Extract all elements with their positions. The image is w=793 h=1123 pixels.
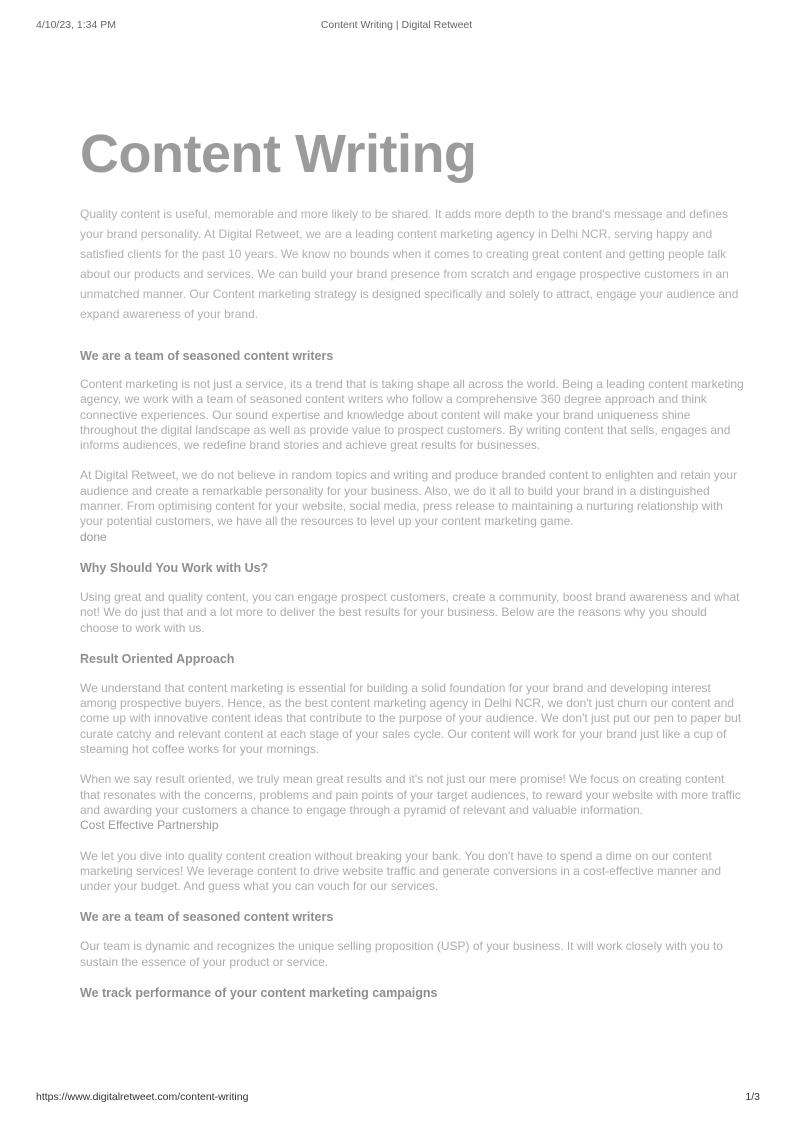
- section-paragraph: At Digital Retweet, we do not believe in random topics and writing and produce branded content to enlighten and retain your audience and create a remarkable personality for your business. Also, we do it all to build your brand in a distinguished manner. From optimising content for your website, social media, press release to maintaining a nurturing relationship with your potential customers, we have all the resources to level up your content marketing game.: [80, 468, 738, 529]
- print-header: [36, 19, 757, 33]
- section-paragraph: Using great and quality content, you can engage prospect customers, create a community, boost brand awareness and what not! We do just that and a lot more to deliver the best results for your business. Below are the reasons why you should choose to work with us.: [80, 589, 740, 635]
- section-paragraph: Content marketing is not just a service, its a trend that is taking shape all across the world. Being a leading content marketing agency, we work with a team of seasoned content writers who follow a comprehensive 360 degree approach and think connective experiences. Our sound expertise and knowledge about content will make your brand uniqueness shine throughout the digital landscape as well as provide value to prospect customers. By writing content that sells, engages and informs audiences, we redefine brand stories and achieve great results for businesses.: [80, 377, 744, 453]
- print-url: https://www.digitalretweet.com/content-writing: [36, 1091, 249, 1103]
- section-note: Cost Effective Partnership: [80, 818, 219, 833]
- page-number: 1/3: [745, 1091, 760, 1103]
- section-heading-why-work-with-us: Why Should You Work with Us?: [80, 560, 269, 575]
- section-heading-track-performance: We track performance of your content marketing campaigns: [80, 986, 438, 1001]
- print-datetime: 4/10/23, 1:34 PM: [36, 19, 116, 31]
- print-footer: [36, 1091, 760, 1105]
- section-note: done: [80, 529, 107, 544]
- section-paragraph: We let you dive into quality content creation without breaking your bank. You don't have to spend a dime on our content marketing services! We leverage content to drive website traffic and generate conversions in a cost-effective manner and under your budget. And guess what you can vouch for our services.: [80, 848, 722, 894]
- section-paragraph: We understand that content marketing is essential for building a solid foundation for your brand and developing interest among prospective buyers. Hence, as the best content marketing agency in Delhi NCR, we don't just churn our content and come up with innovative content ideas that contribute to the purpose of your audience. We don't just put our pen to paper but curate catchy and relevant content at each stage of your sales cycle. Our content will work for your brand just like a cup of steaming hot coffee works for your mornings.: [80, 680, 742, 757]
- page-title: Content Writing: [80, 124, 477, 184]
- print-page-title: Content Writing | Digital Retweet: [320, 19, 473, 31]
- article: [80, 120, 745, 1001]
- intro-paragraph: Quality content is useful, memorable and more likely to be shared. It adds more depth to the brand's message and defines your brand personality. At Digital Retweet, we are a leading content marketing agency in Delhi NCR, serving happy and satisfied clients for the past 10 years. We know no bounds when it comes to creating great content and getting people talk about our products and services. We can build your brand presence from scratch and engage prospective customers in an unmatched manner. Our Content marketing strategy is designed specifically and solely to attract, engage your audience and expand awareness of your brand.: [80, 207, 739, 321]
- section-heading-result-oriented: Result Oriented Approach: [80, 651, 235, 666]
- section-paragraph: When we say result oriented, we truly mean great results and it's not just our mere promise! We focus on creating content that resonates with the concerns, problems and pain points of your target audiences, to reward your website with more traffic and awarding your customers a chance to engage through a pyramid of relevant and valuable information.: [80, 772, 741, 817]
- section-heading-seasoned-writers: We are a team of seasoned content writers: [80, 349, 334, 363]
- section-paragraph: Our team is dynamic and recognizes the unique selling proposition (USP) of your business. It will work closely with you to sustain the essence of your product or service.: [80, 939, 723, 969]
- section-heading-seasoned-writers-2: We are a team of seasoned content writers: [80, 910, 334, 925]
